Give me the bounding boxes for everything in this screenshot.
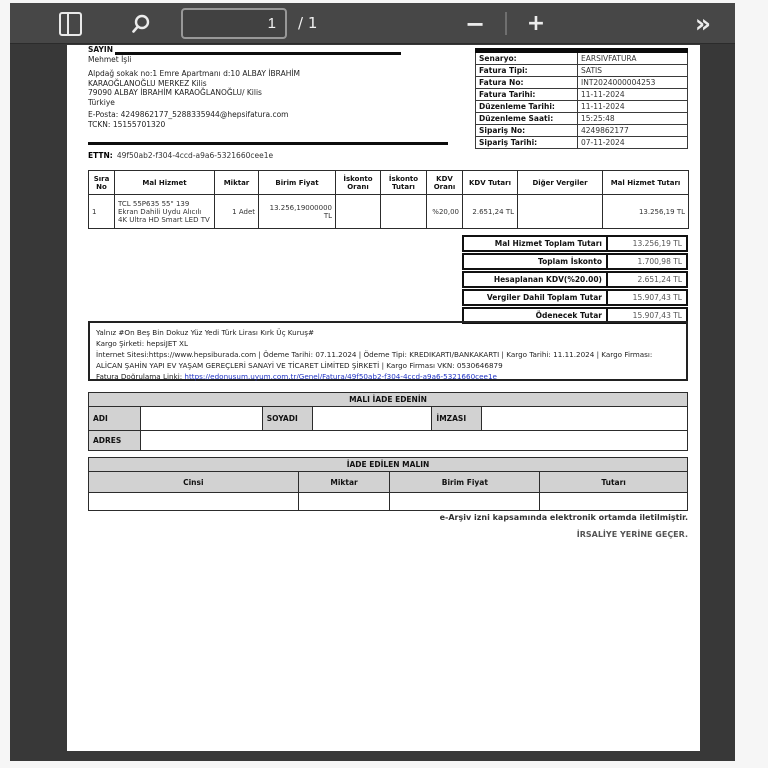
- item-qty: 1 Adet: [215, 195, 259, 229]
- buyer-salutation: SAYIN: [88, 45, 113, 54]
- verification-line: Fatura Doğrulama Linki: https://edonusum.uyum.com.tr/Genel/Fatura/49f50ab2-f304-4ccd-a9a6-5321660cee1e: [96, 372, 497, 381]
- buyer-block: [88, 47, 418, 129]
- imzasi-field: [482, 407, 688, 431]
- invoice-meta-table: [475, 48, 688, 149]
- zoom-in-button[interactable]: +: [526, 11, 546, 36]
- buyer-email: E-Posta: 4249862177_5288335944@hepsifatura.com: [88, 110, 289, 119]
- buyer-address2: 79090 ALBAY İBRAHİM KARAOĞLANOĞLU/ Kilis: [88, 88, 262, 97]
- ettn-label: ETTN:: [88, 151, 113, 160]
- buyer-country: Türkiye: [88, 97, 115, 107]
- cargo-company-line: Kargo Şirketi: hepsiJET XL: [96, 339, 188, 348]
- buyer-address: Alpdağ sokak no:1 Emre Apartmanı d:10 ALBAY İBRAHİM KARAOĞLANOĞLU MERKEZ Kilis: [88, 69, 301, 88]
- total-row: Mal Hizmet Toplam Tutarı 13.256,19 TL: [462, 235, 688, 252]
- refund-goods-empty-row: [89, 493, 688, 511]
- page-count-label: / 1: [298, 14, 318, 32]
- soyadi-field: [312, 407, 432, 431]
- refund-person-table: [88, 392, 688, 451]
- order-details-line: İnternet Sitesi:https://www.hepsiburada.com | Ödeme Tarihi: 07.11.2024 | Ödeme Tipi: KREDIKARTI/BANKAKARTI | Kargo Tarihi: 11.11.2024 | Kargo Firması: ALİCAN ŞAHİN YAPI EV YAŞAM GEREÇLERİ SANAYİ VE TİCARET LİMİTED ŞİRKETİ | Kargo Firması VKN: 0530646879: [96, 350, 653, 370]
- total-row: Ödenecek Tutar 15.907,43 TL: [462, 307, 688, 324]
- ettn-value: 49f50ab2-f304-4ccd-a9a6-5321660cee1e: [116, 151, 274, 160]
- item-vat-rate: %20,00: [427, 195, 463, 229]
- amount-in-words: Yalnız #On Beş Bin Dokuz Yüz Yedi Türk Lirası Kırk Üç Kuruş#: [96, 328, 314, 337]
- meta-row: Fatura Tarihi: 11-11-2024: [476, 89, 688, 101]
- invoice-notes: [88, 321, 688, 381]
- page-number-input[interactable]: [181, 8, 287, 39]
- refund-person-row: ADI SOYADI İMZASI: [89, 407, 688, 431]
- buyer-tckn: TCKN: 15155701320: [88, 119, 166, 129]
- document-footer: [440, 513, 688, 539]
- item-discount-amount: [381, 195, 427, 229]
- zoom-out-button[interactable]: −: [464, 9, 486, 38]
- pdf-viewer: [10, 3, 735, 761]
- total-row: Hesaplanan KDV(%20.00) 2.651,24 TL: [462, 271, 688, 288]
- section-divider: [88, 142, 448, 145]
- meta-row: Fatura Tipi: SATIS: [476, 65, 688, 77]
- refund-goods-table: [88, 457, 688, 511]
- adi-field: [140, 407, 262, 431]
- toolbar-divider: [505, 12, 507, 35]
- toggle-sidebar-button[interactable]: [54, 8, 86, 39]
- item-discount-rate: [336, 195, 381, 229]
- item-other-taxes: [518, 195, 603, 229]
- earsiv-note: e-Arşiv izni kapsamında elektronik ortamda iletilmiştir.: [439, 513, 688, 522]
- meta-row: Düzenleme Saati: 15:25:48: [476, 113, 688, 125]
- item-unit-price: 13.256,19000000 TL: [259, 195, 336, 229]
- item-vat-amount: 2.651,24 TL: [463, 195, 518, 229]
- meta-row: Fatura No: INT2024000004253: [476, 77, 688, 89]
- more-tools-button[interactable]: »: [694, 9, 710, 38]
- meta-row: Düzenleme Tarihi: 11-11-2024: [476, 101, 688, 113]
- search-icon: [129, 12, 153, 36]
- buyer-name: Mehmet İşli: [88, 54, 132, 64]
- sidebar-icon: [59, 12, 82, 36]
- totals-block: [462, 235, 688, 325]
- total-row: Toplam İskonto 1.700,98 TL: [462, 253, 688, 270]
- total-row: Vergiler Dahil Toplam Tutar 15.907,43 TL: [462, 289, 688, 306]
- item-line-total: 13.256,19 TL: [603, 195, 689, 229]
- items-header-row: Sıra No Mal Hizmet Miktar Birim Fiyat İskonto Oranı İskonto Tutarı KDV Oranı KDV Tutarı Diğer Vergiler Mal Hizmet Tutarı: [89, 171, 689, 195]
- item-name: TCL 55P635 55" 139 Ekran Dahili Uydu Alıcılı 4K Ultra HD Smart LED TV: [115, 195, 215, 229]
- adres-field: [140, 431, 687, 451]
- item-no: 1: [89, 195, 115, 229]
- verification-link[interactable]: https://edonusum.uyum.com.tr/Genel/Fatura/49f50ab2-f304-4ccd-a9a6-5321660cee1e: [184, 372, 497, 381]
- meta-row: Sipariş Tarihi: 07-11-2024: [476, 137, 688, 149]
- items-data-row: [89, 195, 689, 229]
- invoice-page: [67, 45, 700, 751]
- meta-row: Sipariş No: 4249862177: [476, 125, 688, 137]
- meta-row: Senaryo: EARSIVFATURA: [476, 51, 688, 65]
- line-items-table: [88, 170, 689, 229]
- refund-person-title: MALI İADE EDENİN: [89, 393, 688, 407]
- irsaliye-note: İRSALİYE YERİNE GEÇER.: [576, 530, 688, 539]
- refund-goods-header-row: Cinsi Miktar Birim Fiyat Tutarı: [89, 472, 688, 493]
- ettn-line: [88, 151, 273, 160]
- refund-address-row: ADRES: [89, 431, 688, 451]
- refund-goods-title: İADE EDİLEN MALIN: [89, 458, 688, 472]
- search-button[interactable]: [125, 8, 157, 39]
- pdf-toolbar: [10, 3, 735, 44]
